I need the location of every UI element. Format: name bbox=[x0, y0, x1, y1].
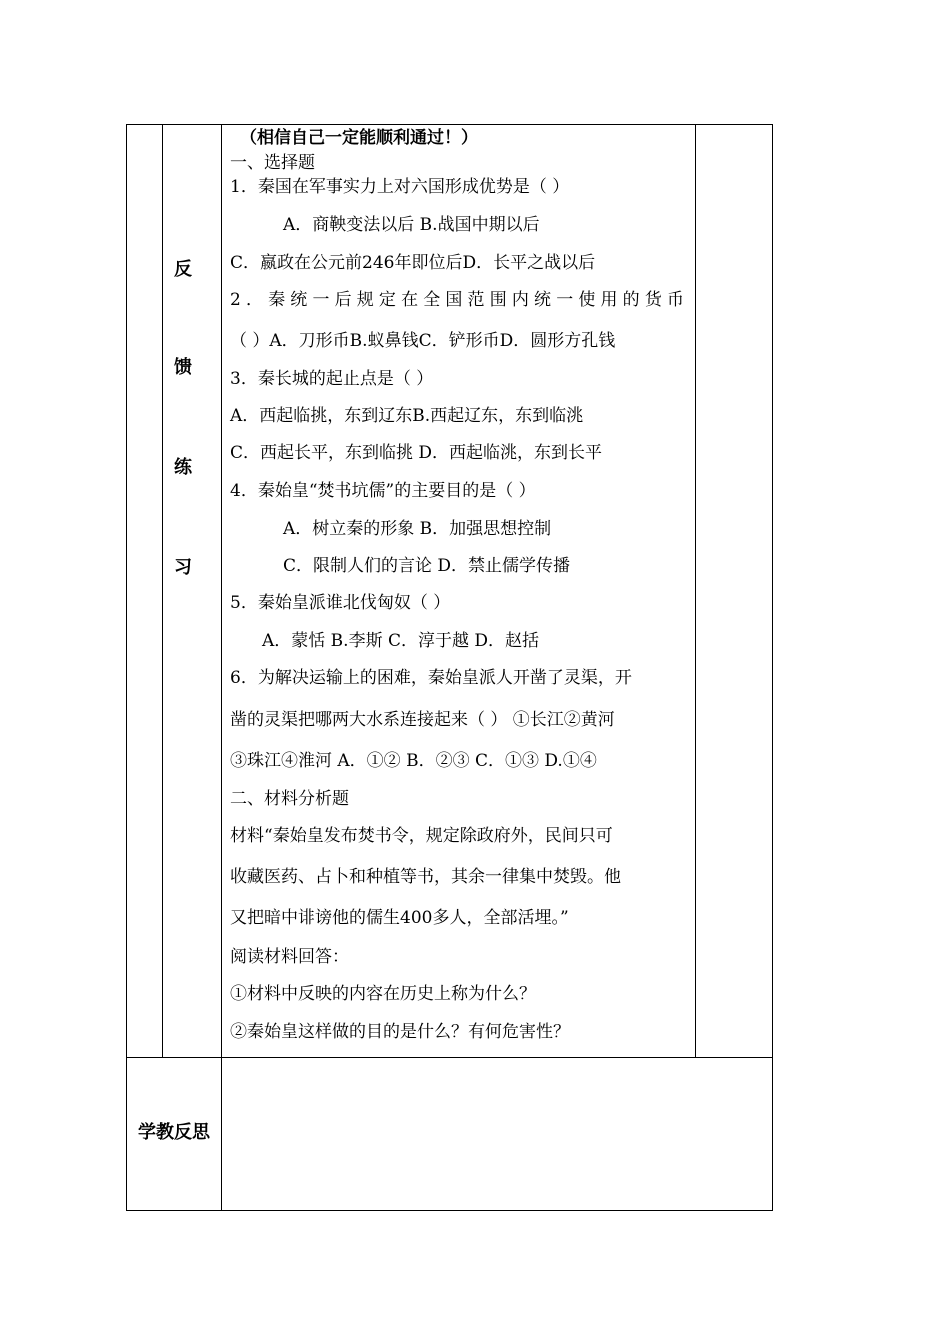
question-6-line-2: 凿的灵渠把哪两大水系连接起来（ ） ①长江②黄河 bbox=[230, 710, 615, 730]
reflection-label: 学教反思 bbox=[138, 1122, 210, 1143]
question-4: 4．秦始皇“焚书坑儒”的主要目的是（ ） bbox=[230, 481, 536, 501]
question-1: 1．秦国在军事实力上对六国形成优势是（ ） bbox=[230, 177, 570, 197]
side-label-char-3: 练 bbox=[174, 457, 192, 478]
side-label-char-1: 反 bbox=[174, 259, 192, 280]
question-3-options-ab: A．西起临挑，东到辽东B.西起辽东，东到临洮 bbox=[230, 406, 584, 426]
question-2-options: （ ）A．刀形币B.蚁鼻钱C．铲形币D．圆形方孔钱 bbox=[230, 331, 616, 351]
sub-question-1: ①材料中反映的内容在历史上称为什么？ bbox=[230, 984, 536, 1004]
question-6-line-3: ③珠江④淮河 A．①② B．②③ C．①③ D.①④ bbox=[230, 751, 597, 771]
question-5: 5．秦始皇派谁北伐匈奴（ ） bbox=[230, 593, 451, 613]
table-column-divider-1 bbox=[162, 124, 163, 1058]
question-4-options-cd: C．限制人们的言论 D．禁止儒学传播 bbox=[283, 556, 571, 576]
sub-question-2: ②秦始皇这样做的目的是什么？有何危害性？ bbox=[230, 1022, 570, 1042]
question-1-options-cd: C．嬴政在公元前246年即位后D．长平之战以后 bbox=[230, 253, 596, 273]
question-6-line-1: 6．为解决运输上的困难，秦始皇派人开凿了灵渠，开 bbox=[230, 668, 632, 688]
table-bottom-border bbox=[126, 1210, 773, 1211]
table-right-border bbox=[772, 124, 773, 1211]
side-label-char-2: 馈 bbox=[174, 357, 192, 378]
encouragement-header: （相信自己一定能顺利通过！） bbox=[240, 128, 478, 148]
material-line-2: 收藏医药、占卜和种植等书，其余一律集中焚毁。他 bbox=[230, 867, 621, 887]
section-title-material: 二、材料分析题 bbox=[230, 789, 349, 809]
question-2: 2．秦统一后规定在全国范围内统一使用的货币 bbox=[230, 290, 684, 310]
section-title-choice: 一、选择题 bbox=[230, 153, 315, 173]
question-5-options: A．蒙恬 B.李斯 C．淳于越 D．赵括 bbox=[262, 631, 540, 651]
table-column-divider-3 bbox=[695, 124, 696, 1058]
read-prompt: 阅读材料回答： bbox=[230, 947, 349, 967]
question-3-options-cd: C．西起长平，东到临挑 D．西起临洮，东到长平 bbox=[230, 443, 603, 463]
question-4-options-ab: A．树立秦的形象 B．加强思想控制 bbox=[283, 519, 552, 539]
table-top-border bbox=[126, 124, 773, 125]
side-label-char-4: 习 bbox=[174, 557, 192, 578]
table-column-divider-2 bbox=[221, 124, 222, 1211]
question-1-options-ab: A．商鞅变法以后 B.战国中期以后 bbox=[283, 215, 540, 235]
material-line-1: 材料“秦始皇发布焚书令，规定除政府外，民间只可 bbox=[230, 826, 613, 846]
material-line-3: 又把暗中诽谤他的儒生400多人，全部活埋。” bbox=[230, 908, 569, 928]
table-row-divider bbox=[126, 1057, 773, 1058]
table-left-border bbox=[126, 124, 127, 1211]
question-3: 3．秦长城的起止点是（ ） bbox=[230, 369, 434, 389]
